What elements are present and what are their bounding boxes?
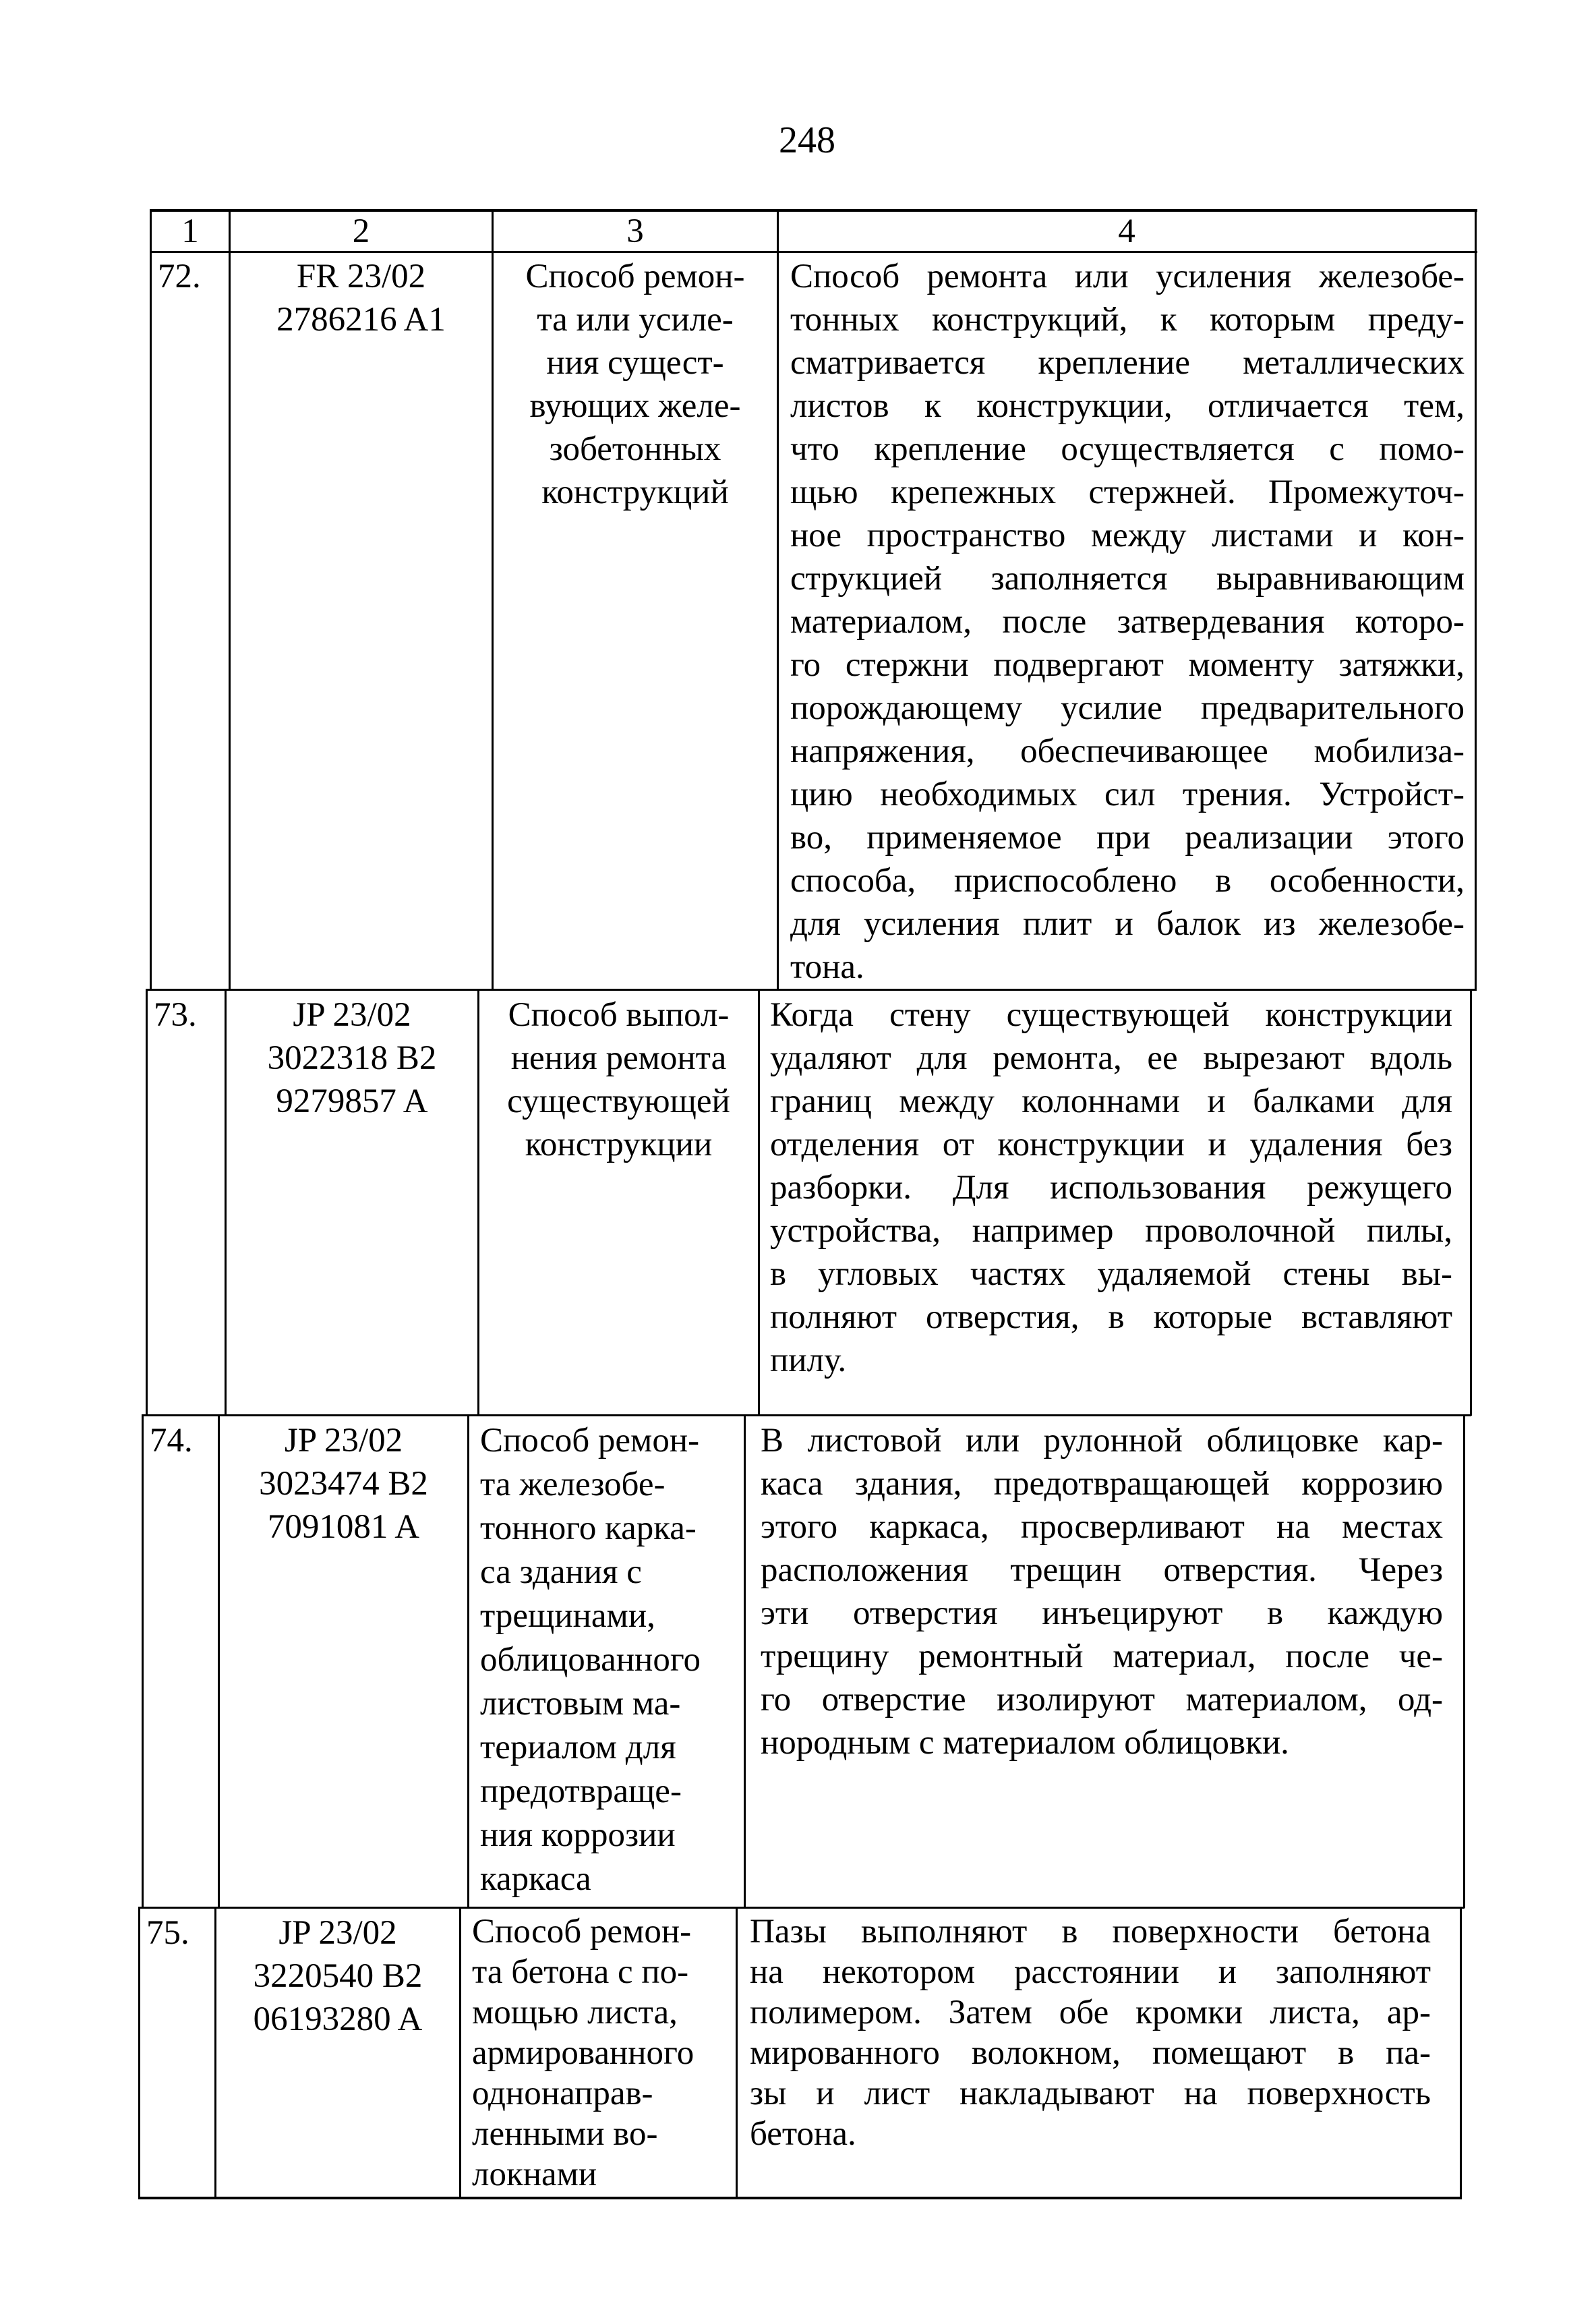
title-line: тонного карка-: [480, 1509, 697, 1547]
title-line: ния сущест-: [546, 344, 724, 382]
invention-title: [480, 1419, 744, 1901]
table-border-left: [142, 1414, 144, 1908]
table-border-left: [146, 989, 148, 1416]
description-line: устройства, например проволочной пилы,: [770, 1212, 1452, 1250]
patent-line: 3023474 B2: [259, 1465, 428, 1503]
invention-title: [479, 993, 758, 1166]
patent-line: 3022318 B2: [267, 1039, 437, 1077]
description-line: расположения трещин отверстия. Через: [761, 1551, 1443, 1589]
patent-line: FR 23/02: [296, 258, 426, 295]
title-line: однонаправ-: [472, 2075, 653, 2112]
description-line: каса здания, предотвращающей коррозию: [761, 1465, 1443, 1503]
description-line: порождающему усилие предварительного: [790, 689, 1465, 727]
description-line: в угловых частях удаляемой стены вы-: [770, 1255, 1452, 1293]
column-divider: [736, 1907, 738, 2199]
patent-line: 06193280 A: [253, 2000, 423, 2038]
title-line: Способ ремон-: [480, 1422, 700, 1460]
description-line: го стержни подвергают моменту затяжки,: [790, 646, 1465, 684]
invention-description: [770, 993, 1452, 1382]
patent-line: 7091081 A: [267, 1508, 420, 1546]
description-line: ное пространство между листами и кон-: [790, 517, 1465, 554]
patent-line: 9279857 A: [276, 1082, 428, 1120]
description-line: зы и лист накладывают на поверхность: [750, 2075, 1431, 2112]
title-line: трещинами,: [480, 1597, 655, 1635]
page-number: 248: [779, 119, 835, 161]
title-line: конструкций: [541, 473, 729, 511]
column-divider: [777, 209, 779, 990]
table-border-left: [150, 209, 152, 990]
title-line: Способ ремон-: [525, 258, 745, 295]
table-border-right: [1470, 989, 1472, 1416]
title-line: ния коррозии: [480, 1816, 676, 1854]
description-line: этого каркаса, просверливают на местах: [761, 1508, 1443, 1546]
description-line: тона.: [790, 948, 864, 986]
description-line: материалом, после затвердевания которо-: [790, 603, 1465, 641]
row-number: 72.: [158, 258, 201, 295]
table-border-bottom: [138, 2197, 1461, 2199]
description-line: что крепление осуществляется с помо-: [790, 430, 1465, 468]
table-border-left: [138, 1907, 140, 2199]
title-line: териалом для: [480, 1729, 676, 1766]
description-line: нородным с материалом облицовки.: [761, 1724, 1289, 1762]
column-header-patent: 2: [352, 212, 370, 250]
patent-number: [216, 1911, 459, 2041]
patent-line: 3220540 B2: [253, 1957, 423, 1995]
title-line: Способ ремон-: [472, 1913, 692, 1950]
column-divider: [744, 1414, 746, 1908]
description-line: бетона.: [750, 2115, 856, 2153]
description-line: границ между колоннами и балками для: [770, 1082, 1452, 1120]
title-line: армированного: [472, 2034, 694, 2072]
description-line: разборки. Для использования режущего: [770, 1169, 1452, 1207]
title-line: са здания с: [480, 1553, 642, 1591]
title-line: зобетонных: [549, 430, 721, 468]
title-line: каркаса: [480, 1860, 591, 1898]
description-line: на некотором расстоянии и заполняют: [750, 1953, 1431, 1991]
description-line: для усиления плит и балок из железобе-: [790, 905, 1465, 943]
column-header-description: 4: [1118, 212, 1135, 250]
patent-line: 2786216 A1: [276, 301, 446, 339]
patent-line: JP 23/02: [293, 996, 411, 1034]
description-line: цию необходимых сил трения. Устройст-: [790, 776, 1465, 813]
title-line: та или усиле-: [537, 301, 734, 339]
column-divider: [758, 989, 760, 1416]
invention-description: [761, 1419, 1443, 1764]
title-line: листовым ма-: [480, 1685, 681, 1723]
title-line: конструкции: [525, 1126, 713, 1163]
patent-number: [220, 1419, 467, 1549]
description-line: Пазы выполняют в поверхности бетона: [750, 1913, 1431, 1950]
description-line: способа, приспособлено в особенности,: [790, 862, 1465, 900]
row-divider: [147, 989, 1477, 991]
description-line: сматривается крепление металлических: [790, 344, 1465, 382]
description-line: удаляют для ремонта, ее вырезают вдоль: [770, 1039, 1452, 1077]
title-line: Способ выпол-: [508, 996, 730, 1034]
column-divider: [467, 1414, 469, 1908]
header-divider: [150, 251, 1477, 253]
title-line: облицованного: [480, 1641, 701, 1679]
row-number: 73.: [154, 996, 197, 1034]
description-line: Когда стену существующей конструкции: [770, 996, 1452, 1034]
title-line: вующих желе-: [529, 387, 741, 425]
description-line: трещину ремонтный материал, после че-: [761, 1638, 1443, 1675]
description-line: полняют отверстия, в которые вставляют: [770, 1298, 1452, 1336]
column-divider: [459, 1907, 461, 2199]
row-divider: [143, 1414, 1471, 1416]
description-line: эти отверстия инъецируют в каждую: [761, 1594, 1443, 1632]
title-line: нения ремонта: [510, 1039, 727, 1077]
description-line: напряжения, обеспечивающее мобилиза-: [790, 732, 1465, 770]
description-line: листов к конструкции, отличается тем,: [790, 387, 1465, 425]
description-line: щью крепежных стержней. Промежуточ-: [790, 473, 1465, 511]
description-line: полимером. Затем обе кромки листа, ар-: [750, 1994, 1431, 2031]
title-line: ленными во-: [472, 2115, 658, 2153]
title-line: та бетона с по-: [472, 1953, 689, 1991]
patent-number: [231, 255, 492, 341]
table-border-right: [1460, 1907, 1462, 2199]
invention-title: [472, 1911, 736, 2195]
title-line: предотвраще-: [480, 1772, 682, 1810]
title-line: существующей: [507, 1082, 730, 1120]
description-line: мированного волокном, помещают в па-: [750, 2034, 1431, 2072]
description-line: струкцией заполняется выравнивающим: [790, 560, 1465, 598]
patent-line: JP 23/02: [284, 1422, 403, 1460]
table-border-right: [1463, 1414, 1465, 1908]
patent-line: JP 23/02: [278, 1914, 397, 1952]
invention-description: [790, 255, 1465, 989]
column-header-number: 1: [181, 212, 199, 250]
description-line: отделения от конструкции и удаления без: [770, 1126, 1452, 1163]
row-divider: [140, 1907, 1465, 1909]
title-line: та железобе-: [480, 1466, 666, 1503]
column-header-title: 3: [626, 212, 644, 250]
description-line: во, применяемое при реализации этого: [790, 819, 1465, 857]
invention-description: [750, 1911, 1431, 2154]
description-line: Способ ремонта или усиления железобе-: [790, 258, 1465, 295]
description-line: тонных конструкций, к которым преду-: [790, 301, 1465, 339]
description-line: пилу.: [770, 1341, 847, 1379]
title-line: мощью листа,: [472, 1994, 678, 2031]
row-number: 74.: [150, 1422, 193, 1460]
invention-title: [494, 255, 777, 514]
description-line: го отверстие изолируют материалом, од-: [761, 1681, 1443, 1718]
title-line: локнами: [472, 2156, 597, 2193]
table-border-right: [1475, 209, 1477, 990]
patent-number: [227, 993, 477, 1123]
row-number: 75.: [146, 1914, 189, 1952]
description-line: В листовой или рулонной облицовке кар-: [761, 1422, 1443, 1460]
